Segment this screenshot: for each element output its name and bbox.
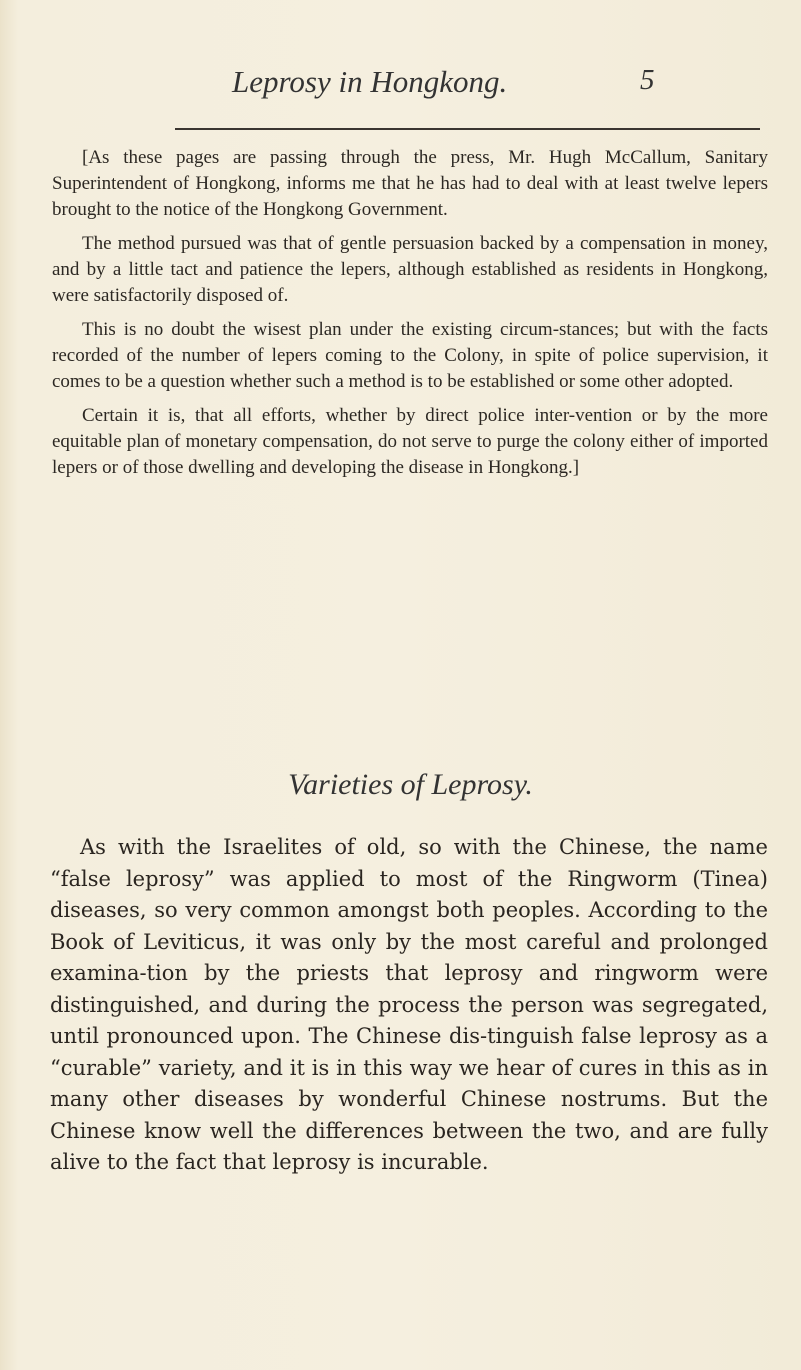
note-paragraph-3: This is no doubt the wisest plan under the existing circum-stances; but with the facts recorded of the number of lepers coming to the Colony, in spite of police supervision, it comes to be a question whether such a method is to be established or some other adopted.: [52, 319, 768, 392]
note-paragraph-2: The method pursued was that of gentle persuasion backed by a compensation in money, and by a little tact and patience the lepers, although established as residents in Hongkong, were satisfactorily disposed of.: [52, 233, 768, 306]
bracketed-note: [52, 145, 768, 489]
section-body: [50, 832, 768, 1179]
header-rule: [175, 128, 760, 130]
section-heading: Varieties of Leprosy.: [288, 768, 533, 801]
running-title: Leprosy in Hongkong.: [232, 64, 508, 99]
page-number: 5: [640, 64, 655, 96]
running-head: [0, 62, 801, 102]
note-paragraph-1: [As these pages are passing through the press, Mr. Hugh McCallum, Sanitary Superintendent of Hongkong, informs me that he has had to deal with at least twelve lepers brought to the notice of the Hongkong Government.: [52, 147, 768, 220]
section-paragraph: As with the Israelites of old, so with the Chinese, the name “false leprosy” was applied to most of the Ringworm (Tinea) diseases, so very common amongst both peoples. According to the Book of Leviticus, it was only by the most careful and prolonged examina-tion by the priests that leprosy and ringworm were distinguished, and during the process the person was segregated, until pronounced upon. The Chinese dis-tinguish false leprosy as a “curable” variety, and it is in this way we hear of cures in this as in many other diseases by wonderful Chinese nostrums. But the Chinese know well the differences between the two, and are fully alive to the fact that leprosy is incurable.: [50, 835, 768, 1174]
note-paragraph-4: Certain it is, that all efforts, whether by direct police inter-vention or by the more equitable plan of monetary compensation, do not serve to purge the colony either of imported lepers or of those dwelling and developing the disease in Hongkong.]: [52, 405, 768, 478]
